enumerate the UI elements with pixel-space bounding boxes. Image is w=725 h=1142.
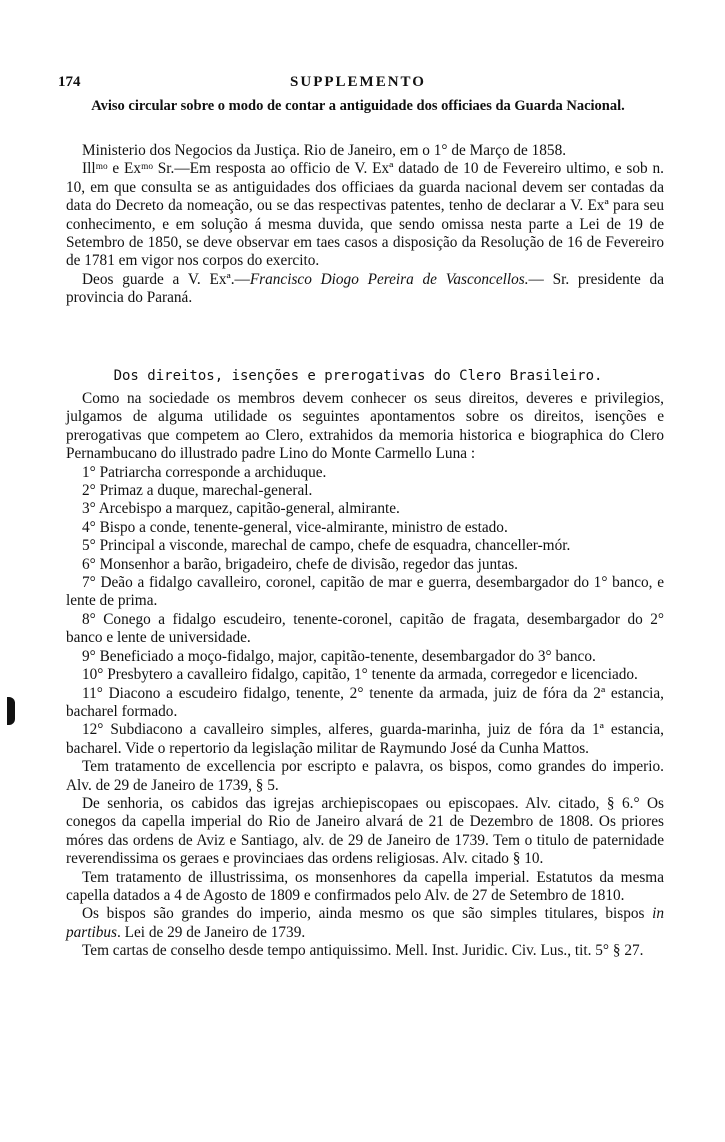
list-item: 1° Patriarcha corresponde a archiduque. [82, 463, 327, 481]
section-1-title: Aviso circular sobre o modo de contar a antiguidade dos officiaes da Guarda Nacional. [91, 98, 625, 114]
closing-paragraph [66, 271, 664, 308]
intro-paragraph: Como na sociedade os membros devem conhecer os seus direitos, deveres e privilegios, julgamos de alguma utilidade os seguintes apontamentos sobre os direitos, isenções e prerogativas que competem ao Clero, extrahidos da memoria historica e biographica do Clero Pernambucano do illustrado padre Lino do Monte Carmello Luna : [66, 390, 664, 463]
bispos-paragraph [66, 905, 664, 942]
list-item: 5° Principal a visconde, marechal de campo, chefe de esquadra, chanceller-mór. [82, 537, 571, 555]
list-item: 6° Monsenhor a barão, brigadeiro, chefe de divisão, regedor das juntas. [82, 555, 518, 573]
list-item: 2° Primaz a duque, marechal-general. [82, 482, 313, 500]
bispos-prefix: Os bispos são grandes do imperio, ainda mesmo os que são simples titulares, bispos [82, 905, 653, 923]
list-item: 3° Arcebispo a marquez, capitão-general, almirante. [82, 500, 400, 518]
closing-suffix: — Sr. presidente da provincia do Paraná. [66, 270, 664, 307]
list-item: 12° Subdiacono a cavalleiro simples, alferes, guarda-marinha, juiz de fóra da 1ª estancia, bacharel. Vide o repertorio da legislação militar de Raymundo José da Cunha Mattos. [66, 721, 664, 757]
scan-margin-mark [7, 697, 15, 725]
list-item: 7° Deão a fidalgo cavalleiro, coronel, capitão de mar e guerra, desembargador do 1° banco, e lente de prima. [66, 574, 664, 610]
excellencia-paragraph: Tem tratamento de excellencia por escripto e palavra, os bispos, como grandes do imperio. Alv. de 29 de Janeiro de 1739, § 5. [66, 758, 664, 794]
list-item: 11° Diacono a escudeiro fidalgo, tenente, 2° tenente da armada, juiz de fóra da 2ª estancia, bacharel formado. [66, 684, 664, 720]
senhoria-paragraph: De senhoria, os cabidos das igrejas archiepiscopaes ou episcopaes. Alv. citado, § 6.° Os conegos da capella imperial do Rio de Janeiro alvará de 21 de Dezembro de 1808. Os priores móres das ordens de Aviz e Santiago, alv. de 29 de Janeiro de 1739. Tem o titulo de paternidade reverendissima os geraes e provinciaes das ordens religiosas. Alv. citado § 10. [66, 794, 664, 868]
list-item: 8° Conego a fidalgo escudeiro, tenente-coronel, capitão de fragata, desembargador do 2° banco e lente de universidade. [66, 610, 664, 647]
aviso-paragraph: Illᵐᵒ e Exᵐᵒ Sr.—Em resposta ao officio de V. Exª datado de 10 de Fevereiro ultimo, e sob n. 10, em que consulta se as antiguidades dos officiaes da guarda nacional devem ser contadas da data do Decreto da nomeação, ou se das respectivas patentes, tenho de declarar a V. Exª para seu conhecimento, e em solução á mesma duvida, que sendo omissa nesta parte a Lei de 19 de Setembro de 1850, se deve observar em taes casos a disposição da Resolução de 16 de Fevereiro de 1781 em vigor nos corpos do exercito. [66, 160, 664, 270]
section-2-title: Dos direitos, isenções e prerogativas do Clero Brasileiro. [113, 368, 603, 384]
running-head [58, 74, 658, 94]
list-item: 9° Beneficiado a moço-fidalgo, major, capitão-tenente, desembargador do 3° banco. [82, 647, 596, 665]
closing-prefix: Deos guarde a V. Exª.— [82, 270, 250, 288]
illustrissima-paragraph: Tem tratamento de illustrissima, os monsenhores da capella imperial. Estatutos da mesma capella datados a 4 de Agosto de 1809 e confirmados pelo Alv. de 27 de Setembro de 1810. [66, 868, 664, 904]
list-item: 10° Presbytero a cavalleiro fidalgo, capitão, 1° tenente da armada, corregedor e licenciado. [82, 666, 638, 684]
running-title: SUPPLEMENTO [290, 74, 426, 90]
signature: Francisco Diogo Pereira de Vasconcellos. [249, 270, 529, 288]
list-item: 4° Bispo a conde, tenente-general, vice-almirante, ministro de estado. [82, 518, 508, 536]
bispos-suffix: . Lei de 29 de Janeiro de 1739. [117, 923, 306, 941]
dateline-paragraph: Ministerio dos Negocios da Justiça. Rio de Janeiro, em o 1° de Março de 1858. [82, 142, 567, 159]
cartas-paragraph: Tem cartas de conselho desde tempo antiquissimo. Mell. Inst. Juridic. Civ. Lus., tit. 5° § 27. [82, 942, 644, 960]
section-2-body [66, 390, 664, 961]
section-1-body [66, 142, 664, 308]
in-partibus: in partibus [66, 905, 664, 941]
page-number: 174 [58, 74, 81, 90]
